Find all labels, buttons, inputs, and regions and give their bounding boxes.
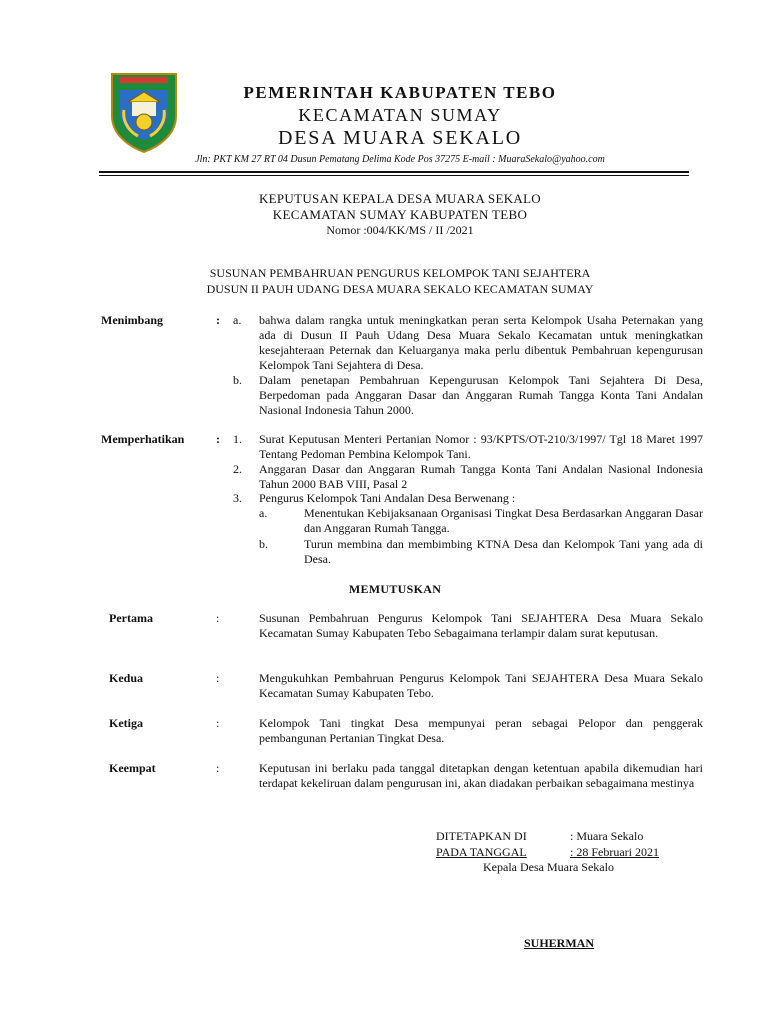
memperhatikan-label: Memperhatikan [101,432,185,446]
signature-place-label: DITETAPKAN DI [436,829,527,843]
menimbang-colon: : [216,313,220,327]
memperhatikan-subitem-a: Menentukan Kebijaksanaan Organisasi Tingkat Desa Berdasarkan Anggaran Dasar dan Anggaran Rumah Tangga. [304,506,703,535]
letterhead-rule-thick [99,171,689,173]
memperhatikan-item-2: Anggaran Dasar dan Anggaran Rumah Tangga Konta Tani Andalan Nasional Indonesia Tahun 2000 BAB VIII, Pasal 2 [259,462,703,491]
decision-kedua-text: Mengukuhkan Pembahruan Pengurus Kelompok Tani SEJAHTERA Desa Muara Sekalo Kecamatan Sumay Kabupaten Tebo. [259,671,703,700]
signature-date-label: PADA TANGGAL [436,845,527,859]
menimbang-item-a: bahwa dalam rangka untuk meningkatkan peran serta Kelompok Usaha Peternakan yang ada di Dusun II Pauh Udang Desa Muara Sekalo Kecamatan untuk meningkatkan kesejahteraan Peternak dan Keluarganya maka perlu dibentuk Pembahruan kepengurusan Kelompok Tani Sejahtera di Desa. [259,313,703,372]
memperhatikan-sub-marker-a: a. [259,506,268,520]
signature-position: Kepala Desa Muara Sekalo [483,860,614,874]
decision-kedua-colon: : [216,671,220,685]
memperhatikan-marker-2: 2. [233,462,242,476]
memperhatikan-marker-3: 3. [233,491,242,505]
decision-pertama-colon: : [216,611,220,625]
menimbang-item-b: Dalam penetapan Pembahruan Kepengurusan Kelompok Tani Sejahtera Di Desa, Berpedoman pada Anggaran Dasar dan Anggaran Rumah Tangga Konta Tani Andalan Nasional Indonesia Tahun 2000. [259,373,703,417]
memperhatikan-colon: : [216,432,220,446]
decree-number: Nomor :004/KK/MS / II /2021 [326,223,474,237]
letterhead-line-2: KECAMATAN SUMAY [298,105,502,125]
memperhatikan-item-1: Surat Keputusan Menteri Pertanian Nomor : 93/KPTS/OT-210/3/1997/ Tgl 18 Maret 1997 Tentang Pedoman Pembina Kelompok Tani. [259,432,703,461]
subject-line-1: SUSUNAN PEMBAHRUAN PENGURUS KELOMPOK TANI SEJAHTERA [209,266,591,280]
decision-pertama-text: Susunan Pembahruan Pengurus Kelompok Tani SEJAHTERA Desa Muara Sekalo Kecamatan Sumay Kabupaten Tebo Sebagaimana terlampir dalam surat keputusan. [259,611,703,640]
decision-kedua-label: Kedua [109,671,144,685]
letterhead-line-1: PEMERINTAH KABUPATEN TEBO [243,83,557,102]
memperhatikan-subitem-b: Turun membina dan membimbing KTNA Desa dan Kelompok Tani yang ada di Desa. [304,537,703,566]
subject-line-2: DUSUN II PAUH UDANG DESA MUARA SEKALO KECAMATAN SUMAY [206,282,594,296]
decision-keempat-colon: : [216,761,220,775]
decision-keempat-label: Keempat [109,761,156,775]
decision-ketiga-colon: : [216,716,220,730]
decision-keempat-text: Keputusan ini berlaku pada tanggal ditetapkan dengan ketentuan apabila dikemudian hari terdapat kekeliruan dalam pengurusan ini, akan diadakan perbaikan sebagaimana mestinya [259,761,703,790]
menimbang-label: Menimbang [101,313,164,327]
memperhatikan-sub-marker-b: b. [259,537,268,551]
signature-place-value: : Muara Sekalo [570,829,644,843]
signatory-name: SUHERMAN [524,936,595,950]
letterhead-address: Jln: PKT KM 27 RT 04 Dusun Pematang Delima Kode Pos 37275 E-mail : MuaraSekalo@yahoo.com [195,154,605,165]
letterhead-line-3: DESA MUARA SEKALO [278,127,522,149]
decree-title-line-1: KEPUTUSAN KEPALA DESA MUARA SEKALO [258,191,542,206]
letterhead-rule-thin [99,175,689,176]
decision-ketiga-label: Ketiga [109,716,143,730]
signature-date-value: : 28 Februari 2021 [570,845,659,859]
menimbang-marker-a: a. [233,313,242,327]
decision-pertama-label: Pertama [109,611,153,625]
decision-ketiga-text: Kelompok Tani tingkat Desa mempunyai peran sebagai Pelopor dan penggerak pembangunan Pertanian Tingkat Desa. [259,716,703,745]
memperhatikan-marker-1: 1. [233,432,242,446]
memutuskan-heading: MEMUTUSKAN [348,582,442,596]
menimbang-marker-b: b. [233,373,242,387]
decree-title-line-2: KECAMATAN SUMAY KABUPATEN TEBO [272,207,528,222]
memperhatikan-item-3: Pengurus Kelompok Tani Andalan Desa Berwenang : [259,491,516,505]
